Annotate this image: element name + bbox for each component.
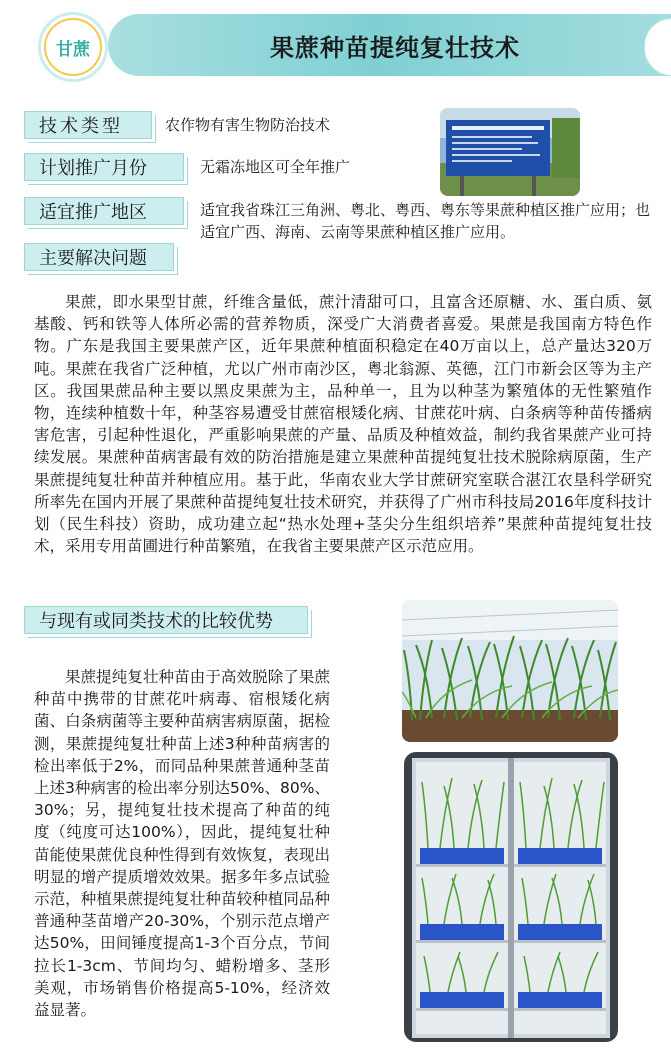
tech-type-label: 技术类型 <box>24 111 152 139</box>
problem-paragraph: 果蔗，即水果型甘蔗，纤维含量低，蔗汁清甜可口，且富含还原糖、水、蛋白质、氨基酸、钙和铁等人体所必需的营养物质，深受广大消费者喜爱。果蔗是我国南方特色作物。广东是我国主要果蔗产区，近年果蔗种植面积稳定在40万亩以上，总产量达320万吨。果蔗在我省广泛种植，尤以广州市南沙区，粤北翁源、英德，江门市新会区等为主产区。我国果蔗品种主要以黑皮果蔗为主，品种单一，且为以种茎为繁殖体的无性繁殖作物，连续种植数十年，种茎容易遭受甘蔗宿根矮化病、甘蔗花叶病、白条病等种苗传播病害危害，引起种性退化，严重影响果蔗的产量、品质及种植效益，制约我省果蔗产业可持续发展。果蔗种苗病害最有效的防治措施是建立果蔗种苗提纯复壮技术脱除病原菌，生产果蔗提纯复壮种苗并种植应用。基于此，华南农业大学甘蔗研究室联合湛江农垦科学研究所率先在国内开展了果蔗种苗提纯复壮技术研究，并获得了广州市科技局2016年度科技计划（民生科技）资助，成功建立起“热水处理+茎尖分生组织培养”果蔗种苗提纯复壮技术，采用专用苗圃进行种苗繁殖，在我省主要果蔗产区示范应用。 <box>34 293 652 556</box>
region-value: 适宜我省珠江三角洲、粤北、粤西、粤东等果蔗种植区推广应用；也适宜广西、海南、云南等果蔗种植区推广应用。 <box>200 201 651 241</box>
problem-heading: 主要解决问题 <box>24 243 174 271</box>
header-banner <box>0 0 671 90</box>
month-value: 无霜冻地区可全年推广 <box>200 158 351 176</box>
page-title: 果蔗种苗提纯复壮技术 <box>270 34 520 62</box>
region-label: 适宜推广地区 <box>24 197 184 225</box>
tech-type-value: 农作物有害生物防治技术 <box>165 116 331 134</box>
advantage-paragraph: 果蔗提纯复壮种苗由于高效脱除了果蔗种苗中携带的甘蔗花叶病毒、宿根矮化病菌、白条病菌等主要种苗病害病原菌，据检测，果蔗提纯复壮种苗上述3种种苗病害的检出率低于2%，而同品种果蔗普通种茎苗上述3种病害的检出率分别达50%、80%、30%；另，提纯复壮技术提高了种苗的纯度（纯度可达100%），因此，提纯复壮种苗能使果蔗优良种性得到有效恢复，表现出明显的增产提质增效效果。据多年多点试验示范，种植果蔗提纯复壮种苗较种植同品种普通种茎苗增产20-30%，个别示范点增产达50%，田间锤度提高1-3个百分点，节间拉长1-3cm、节间均匀、蜡粉增多、茎形美观，市场销售价格提高5-10%，经济效益显著。 <box>34 668 330 1020</box>
category-badge: 甘蔗 <box>44 18 102 76</box>
month-label: 计划推广月份 <box>24 153 184 181</box>
advantage-heading: 与现有或同类技术的比较优势 <box>24 606 308 634</box>
nursery-seedlings-photo <box>402 600 618 742</box>
signboard-photo <box>440 108 580 196</box>
tissue-culture-shelf-photo <box>404 752 618 1042</box>
